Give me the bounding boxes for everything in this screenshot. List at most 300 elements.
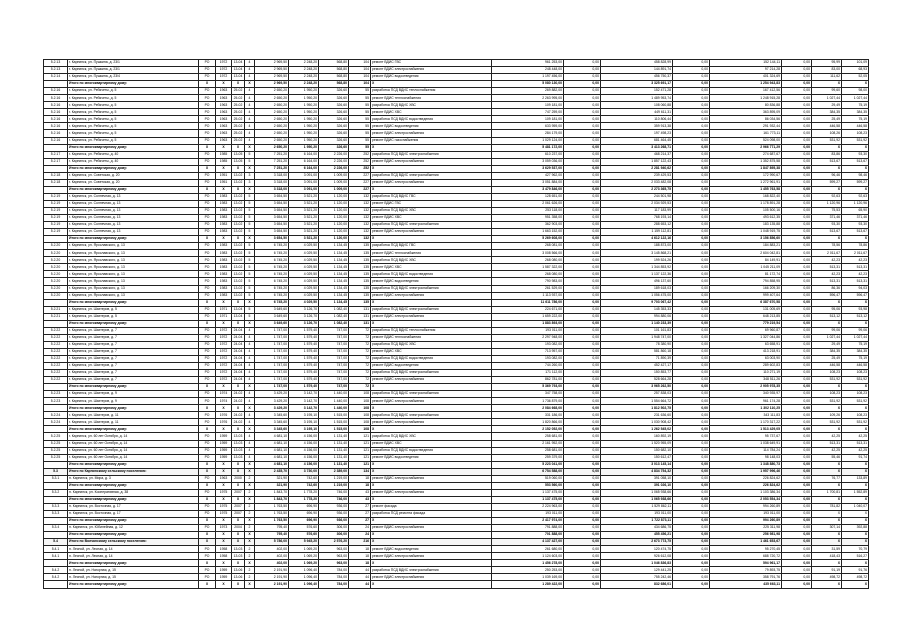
table-cell: 6 164,00	[289, 165, 319, 172]
table-cell: 1 579,40	[289, 341, 319, 348]
table-cell: 794 858,95	[710, 278, 782, 285]
table-row	[44, 511, 869, 518]
table-cell: 0,00	[673, 405, 710, 412]
table-cell: 25-02	[232, 95, 245, 102]
table-cell: X	[232, 581, 245, 588]
table-cell	[44, 560, 68, 567]
table-cell: 150 612,47	[601, 454, 673, 461]
table-cell: 1983	[216, 222, 232, 229]
table-cell: 326,60	[319, 95, 349, 102]
table-cell: г. Карпинск, ул. Ярославского, д. 13	[68, 285, 199, 292]
table-cell: РО	[199, 172, 216, 179]
table-cell: 75,19	[842, 102, 869, 109]
table-cell: г. Карпинск, ул. Ребячеты, д. 5	[68, 95, 199, 102]
table-cell: 25-02	[232, 130, 245, 137]
table-cell: 3 051 884,00	[492, 179, 564, 186]
table-cell: 5.2.22	[44, 377, 68, 384]
table-cell: 4	[245, 74, 255, 81]
table-cell: 0,00	[782, 130, 812, 137]
table-cell: г. Карпинск, ул. Ярославского, д. 13	[68, 243, 199, 250]
table-cell: 519 060,00	[492, 475, 564, 482]
table-cell: 1 950,20	[289, 116, 319, 123]
table-cell: X	[371, 539, 492, 546]
table-cell: 1 579,40	[289, 355, 319, 362]
table-cell: 24	[349, 525, 371, 532]
table-cell: РО	[199, 489, 216, 496]
table-cell: 599,27	[842, 179, 869, 186]
table-cell: 5.2.20	[44, 250, 68, 257]
table-cell: 91,74	[842, 454, 869, 461]
table-cell: 288 653,12	[601, 222, 673, 229]
table-cell: X	[199, 81, 216, 88]
table-cell: 531,92	[842, 137, 869, 144]
table-row	[44, 363, 869, 370]
table-cell: 6 745,20	[255, 257, 289, 264]
table-cell: 135	[349, 243, 371, 250]
table-cell: 2 969,50	[255, 74, 289, 81]
table-cell: РО	[199, 454, 216, 461]
table-cell: п. Карпинск, ул. Кооперативная, д. 38	[68, 489, 199, 496]
table-cell: X	[245, 405, 255, 412]
table-cell: 108,23	[842, 370, 869, 377]
table-cell: X	[371, 482, 492, 489]
table-cell: 0,00	[782, 243, 812, 250]
table-cell: 0,00	[673, 532, 710, 539]
table-cell: 768 193,14	[601, 215, 673, 222]
table-cell: 1 197 456,00	[492, 74, 564, 81]
table-cell: 92,63	[812, 193, 842, 200]
table-cell: 0,00	[564, 489, 601, 496]
table-cell: 0,00	[673, 67, 710, 74]
table-cell: 4	[245, 348, 255, 355]
table-cell: 135	[349, 271, 371, 278]
table-cell: 93,30	[842, 151, 869, 158]
table-cell: 44	[349, 574, 371, 581]
table-cell: 0,00	[564, 334, 601, 341]
table-cell: 1 096,40	[289, 574, 319, 581]
table-cell: 25-02	[232, 116, 245, 123]
table-cell: 1975	[216, 511, 232, 518]
table-cell: г. Карпинск, ул. 60 лет Октября, д. 14	[68, 433, 199, 440]
table-cell: X	[216, 518, 232, 525]
table-total-row	[44, 320, 869, 327]
table-cell: ремонт ВДИС электроснабжения	[371, 158, 492, 165]
table-cell: ремонт ВДИС водоотведения	[371, 454, 492, 461]
table-cell: 0,00	[782, 222, 812, 229]
table-cell: 5.2.22	[44, 355, 68, 362]
table-cell: 5.4.1	[44, 553, 68, 560]
table-cell: 5 080 130,00	[492, 81, 564, 88]
table-row	[44, 546, 869, 553]
table-cell: 99,06	[842, 327, 869, 334]
table-cell: 2 297 948,00	[492, 334, 564, 341]
table-cell: 744 260,00	[492, 363, 564, 370]
table-cell	[44, 236, 68, 243]
table-cell: 1 579,40	[289, 377, 319, 384]
table-cell: 3 345,60	[255, 412, 289, 419]
table-cell: 5.2.19	[44, 200, 68, 207]
table-cell: 5.2.20	[44, 271, 68, 278]
table-cell: 1 763,50	[255, 503, 289, 510]
table-cell: X	[245, 426, 255, 433]
table-cell	[44, 461, 68, 468]
table-cell: 963,00	[319, 546, 349, 553]
table-cell: ремонт ВДИС ХВС	[371, 264, 492, 271]
table-cell: г. Карпинск, ул. Ребячеты, д. 5	[68, 130, 199, 137]
table-cell: 1 120,00	[319, 207, 349, 214]
table-cell: 1 131,40	[319, 433, 349, 440]
table-cell: 790 983,00	[492, 278, 564, 285]
table-cell: X	[245, 482, 255, 489]
table-cell: РО	[199, 137, 216, 144]
table-cell: 5.4	[44, 539, 68, 546]
table-cell: 1 763,50	[255, 518, 289, 525]
table-cell: 3 649,60	[255, 320, 289, 327]
table-cell: X	[216, 461, 232, 468]
table-cell: 13-02	[232, 222, 245, 229]
table-cell: 3 965 262,50	[601, 384, 673, 391]
table-cell: 0,00	[564, 67, 601, 74]
table-cell: 135	[349, 257, 371, 264]
table-cell: 99,60	[812, 88, 842, 95]
table-cell: 72	[349, 327, 371, 334]
table-cell: 0,00	[673, 468, 710, 475]
table-cell: X	[371, 496, 492, 503]
table-cell: 347 758,00	[492, 391, 564, 398]
table-cell: 513,31	[812, 264, 842, 271]
table-row	[44, 109, 869, 116]
table-cell: 4 681,10	[255, 440, 289, 447]
table-cell: 1 039 169,00	[492, 574, 564, 581]
table-row	[44, 74, 869, 81]
table-cell: РО	[199, 243, 216, 250]
table-cell: 289 602,83	[710, 363, 782, 370]
table-row	[44, 525, 869, 532]
table-cell: 268 080,00	[492, 257, 564, 264]
table-cell: 193 011,00	[710, 511, 782, 518]
table-cell: ремонт ВДИС водоотведения	[371, 546, 492, 553]
table-cell: 0,00	[782, 363, 812, 370]
table-cell: 0,00	[673, 81, 710, 88]
table-cell: 84 149,91	[710, 257, 782, 264]
table-cell: 5	[245, 257, 255, 264]
table-cell: 268 080,00	[492, 271, 564, 278]
table-cell: 1 027,44	[842, 95, 869, 102]
table-cell: г. Карпинск, ул. Пушкина, д. 23/1	[68, 67, 199, 74]
table-total-row	[44, 518, 869, 525]
table-cell: разработка ПСД ВДИС электроснабжения	[371, 412, 492, 419]
table-cell: 104	[349, 60, 371, 67]
table-cell: г. Карпинск, ул. Ярославского, д. 13	[68, 250, 199, 257]
table-cell: X	[245, 384, 255, 391]
table-cell: 0,00	[564, 398, 601, 405]
table-cell: 0,00	[782, 320, 812, 327]
table-cell: 0,00	[782, 215, 812, 222]
table-cell: 2 191,90	[255, 567, 289, 574]
table-cell: 6 745,20	[255, 264, 289, 271]
table-cell: 961 253,00	[492, 60, 564, 67]
table-cell: 3 345,60	[255, 419, 289, 426]
table-cell: 0,00	[564, 137, 601, 144]
table-cell: 13-02	[232, 278, 245, 285]
table-cell: 27	[349, 511, 371, 518]
table-cell: 2 604 042,81	[710, 250, 782, 257]
table-cell: 4 834 754,32	[601, 468, 673, 475]
table-cell: 0,00	[564, 222, 601, 229]
table-cell: 0,00	[782, 165, 812, 172]
table-cell: 13-04	[232, 313, 245, 320]
table-cell: X	[812, 496, 842, 503]
table-cell: 42,25	[842, 433, 869, 440]
table-cell: 747,00	[319, 377, 349, 384]
table-cell: 531,92	[842, 398, 869, 405]
table-cell: 2 034 929,53	[601, 200, 673, 207]
table-cell: 0,00	[564, 109, 601, 116]
table-cell: 104	[349, 74, 371, 81]
table-cell: 5	[245, 243, 255, 250]
table-cell: 5	[245, 200, 255, 207]
table-cell: 2004	[232, 525, 245, 532]
table-cell: X	[812, 384, 842, 391]
table-cell: 3 479 846,00	[492, 186, 564, 193]
table-cell: 2	[245, 567, 255, 574]
table-cell: 1 950,20	[289, 88, 319, 95]
table-cell: 779 219,54	[710, 320, 782, 327]
table-cell: 0,00	[564, 102, 601, 109]
table-cell: 371,46	[842, 215, 869, 222]
table-cell: 0,00	[782, 285, 812, 292]
table-cell: 1972	[216, 370, 232, 377]
table-cell	[44, 384, 68, 391]
table-row	[44, 229, 869, 236]
table-cell: 0,00	[564, 292, 601, 299]
table-row	[44, 475, 869, 482]
table-cell: ремонт ВДИС электроснабжения	[371, 67, 492, 74]
table-cell: 4 029,50	[289, 278, 319, 285]
table-row	[44, 250, 869, 257]
table-cell: 513,31	[812, 440, 842, 447]
table-cell: 599,27	[812, 179, 842, 186]
table-cell: разработка ПСД ВДИС водоотведения	[371, 355, 492, 362]
table-cell: 5.2.19	[44, 222, 68, 229]
table-cell: 25-02	[232, 123, 245, 130]
table-cell: 513,12	[842, 313, 869, 320]
table-cell: 4	[245, 447, 255, 454]
table-cell: г. Карпинск, ул. Ярославского, д. 13	[68, 292, 199, 299]
table-cell: 72	[349, 377, 371, 384]
table-row	[44, 285, 869, 292]
table-cell: 2 161 952,00	[492, 440, 564, 447]
table-cell: X	[232, 496, 245, 503]
table-cell: 25,49	[812, 116, 842, 123]
table-cell: 227	[349, 186, 371, 193]
table-cell: 18	[349, 560, 371, 567]
table-cell: 135	[349, 278, 371, 285]
table-cell: п. Карпинск, ул. Юбилейная, д. 12	[68, 525, 199, 532]
table-cell: 0,00	[782, 419, 812, 426]
table-cell: 5.4.1	[44, 546, 68, 553]
table-cell: X	[842, 461, 869, 468]
table-cell: 963,00	[319, 560, 349, 567]
table-cell: 1 120,96	[812, 200, 842, 207]
table-cell: 134	[349, 468, 371, 475]
table-cell: 493 612,35	[710, 215, 782, 222]
table-cell: 1 048 919,75	[710, 229, 782, 236]
table-cell: 5.2.22	[44, 363, 68, 370]
table-cell: 105 500,16	[710, 207, 782, 214]
table-cell: 1 587 322,00	[492, 264, 564, 271]
table-cell: 0,00	[673, 88, 710, 95]
table-cell: 258 681,00	[492, 447, 564, 454]
table-cell	[44, 186, 68, 193]
table-row	[44, 95, 869, 102]
table-cell: 132	[349, 207, 371, 214]
table-cell: 216	[349, 539, 371, 546]
table-row	[44, 412, 869, 419]
table-cell: г. Карпинск, ул. Шахтеров, д. 5	[68, 313, 199, 320]
table-cell: 0,00	[673, 299, 710, 306]
table-cell: X	[371, 581, 492, 588]
table-cell: ремонт ВДИС ХВС	[371, 215, 492, 222]
table-row	[44, 172, 869, 179]
table-cell: X	[371, 165, 492, 172]
table-cell: 1 120,00	[319, 193, 349, 200]
table-cell: РО	[199, 348, 216, 355]
table-cell: 150 853,77	[601, 370, 673, 377]
table-total-row	[44, 560, 869, 567]
table-cell: 252	[349, 165, 371, 172]
table-cell: 1 579,40	[289, 327, 319, 334]
table-cell: 284 179,00	[492, 130, 564, 137]
table-cell: 2 011,67	[812, 250, 842, 257]
table-cell: 528 664,28	[601, 377, 673, 384]
table-cell: 42,23	[842, 257, 869, 264]
table-cell: 0,00	[673, 130, 710, 137]
table-cell: РО	[199, 151, 216, 158]
table-row	[44, 574, 869, 581]
table-cell: 1 027,44	[812, 95, 842, 102]
table-cell: 5	[245, 306, 255, 313]
table-cell: 1 124 603,00	[492, 553, 564, 560]
table-cell: РО	[199, 95, 216, 102]
table-total-row	[44, 482, 869, 489]
table-cell: РО	[199, 574, 216, 581]
table-cell: 1 847 895,38	[710, 165, 782, 172]
table-cell: 1 579,40	[289, 370, 319, 377]
table-cell: 110 271,19	[710, 370, 782, 377]
table-cell: 65,90	[842, 207, 869, 214]
table-cell: 5.2.13	[44, 60, 68, 67]
table-cell: 144 891,74	[601, 67, 673, 74]
table-cell: 4 156,00	[289, 461, 319, 468]
table-cell: РО	[199, 419, 216, 426]
table-cell: 3 325 691,17	[601, 81, 673, 88]
table-cell: 0,00	[564, 553, 601, 560]
table-cell: 55	[349, 123, 371, 130]
table-total-row	[44, 299, 869, 306]
table-cell: X	[232, 186, 245, 193]
table-cell: 6 387 670,58	[710, 299, 782, 306]
table-cell: 5	[245, 285, 255, 292]
table-cell: 1 009,00	[319, 186, 349, 193]
table-cell: X	[371, 461, 492, 468]
table-cell: 0,00	[564, 151, 601, 158]
table-row	[44, 419, 869, 426]
table-cell: 3 091,00	[289, 179, 319, 186]
table-cell: РО	[199, 278, 216, 285]
table-cell: 5 269 608,00	[492, 236, 564, 243]
table-cell: г. Карпинск, ул. Солнечная, д. 13	[68, 222, 199, 229]
table-cell: 568,80	[319, 74, 349, 81]
table-cell: 2 281 940,62	[601, 165, 673, 172]
table-cell: 0,00	[673, 193, 710, 200]
table-cell: X	[812, 511, 842, 518]
table-cell: 1972	[216, 60, 232, 67]
table-cell: РО	[199, 355, 216, 362]
table-cell: 1 778,20	[289, 496, 319, 503]
table-cell: РО	[199, 123, 216, 130]
table-cell: 3 521,20	[289, 193, 319, 200]
table-cell: 0,00	[782, 250, 812, 257]
table-cell: Итого по многоквартирному дому:	[68, 165, 199, 172]
table-row	[44, 306, 869, 313]
table-cell: 1 069,20	[289, 560, 319, 567]
table-cell: 0,00	[564, 496, 601, 503]
table-cell: 13-02	[232, 292, 245, 299]
table-cell: 1 120,96	[842, 200, 869, 207]
table-cell: 5 945,20	[289, 539, 319, 546]
table-cell: 0,00	[564, 581, 601, 588]
table-cell: 696,90	[289, 503, 319, 510]
table-cell: 5 786,00	[255, 539, 289, 546]
table-cell: 0,00	[564, 567, 601, 574]
table-cell: 13-06	[232, 574, 245, 581]
table-cell: 0,00	[782, 81, 812, 88]
table-cell: РО	[199, 341, 216, 348]
table-cell: Итого по Карпинскому сельскому поселению:	[68, 468, 199, 475]
table-cell: 135	[349, 250, 371, 257]
table-cell: 1963	[216, 88, 232, 95]
table-cell: 0,00	[673, 454, 710, 461]
table-row	[44, 88, 869, 95]
table-cell: 94,03	[842, 285, 869, 292]
table-cell: X	[842, 511, 869, 518]
table-cell: 1 082,40	[319, 320, 349, 327]
table-cell: г. Карпинск, ул. Советская, д. 20	[68, 172, 199, 179]
table-cell: 9 703 067,42	[601, 299, 673, 306]
table-row	[44, 200, 869, 207]
table-cell: 0,00	[782, 482, 812, 489]
table-cell: 99,06	[812, 327, 842, 334]
table-cell: X	[842, 482, 869, 489]
table-cell: 109 181,00	[492, 116, 564, 123]
table-cell: 0,00	[782, 525, 812, 532]
table-cell: 0,00	[564, 243, 601, 250]
table-cell: 4 137 427,00	[492, 539, 564, 546]
table-cell: 83,00	[812, 67, 842, 74]
table-cell: X	[216, 539, 232, 546]
table-cell: 784,00	[319, 574, 349, 581]
table-cell: 0,00	[673, 511, 710, 518]
table-cell: 0,00	[782, 144, 812, 151]
table-cell: 0,00	[564, 377, 601, 384]
table-cell: 498,72	[812, 574, 842, 581]
table-cell: 3 126,70	[289, 320, 319, 327]
table-cell: 401 324,69	[710, 74, 782, 81]
table-cell: 1985	[216, 151, 232, 158]
table-cell	[44, 299, 68, 306]
table-cell: 0,00	[782, 440, 812, 447]
